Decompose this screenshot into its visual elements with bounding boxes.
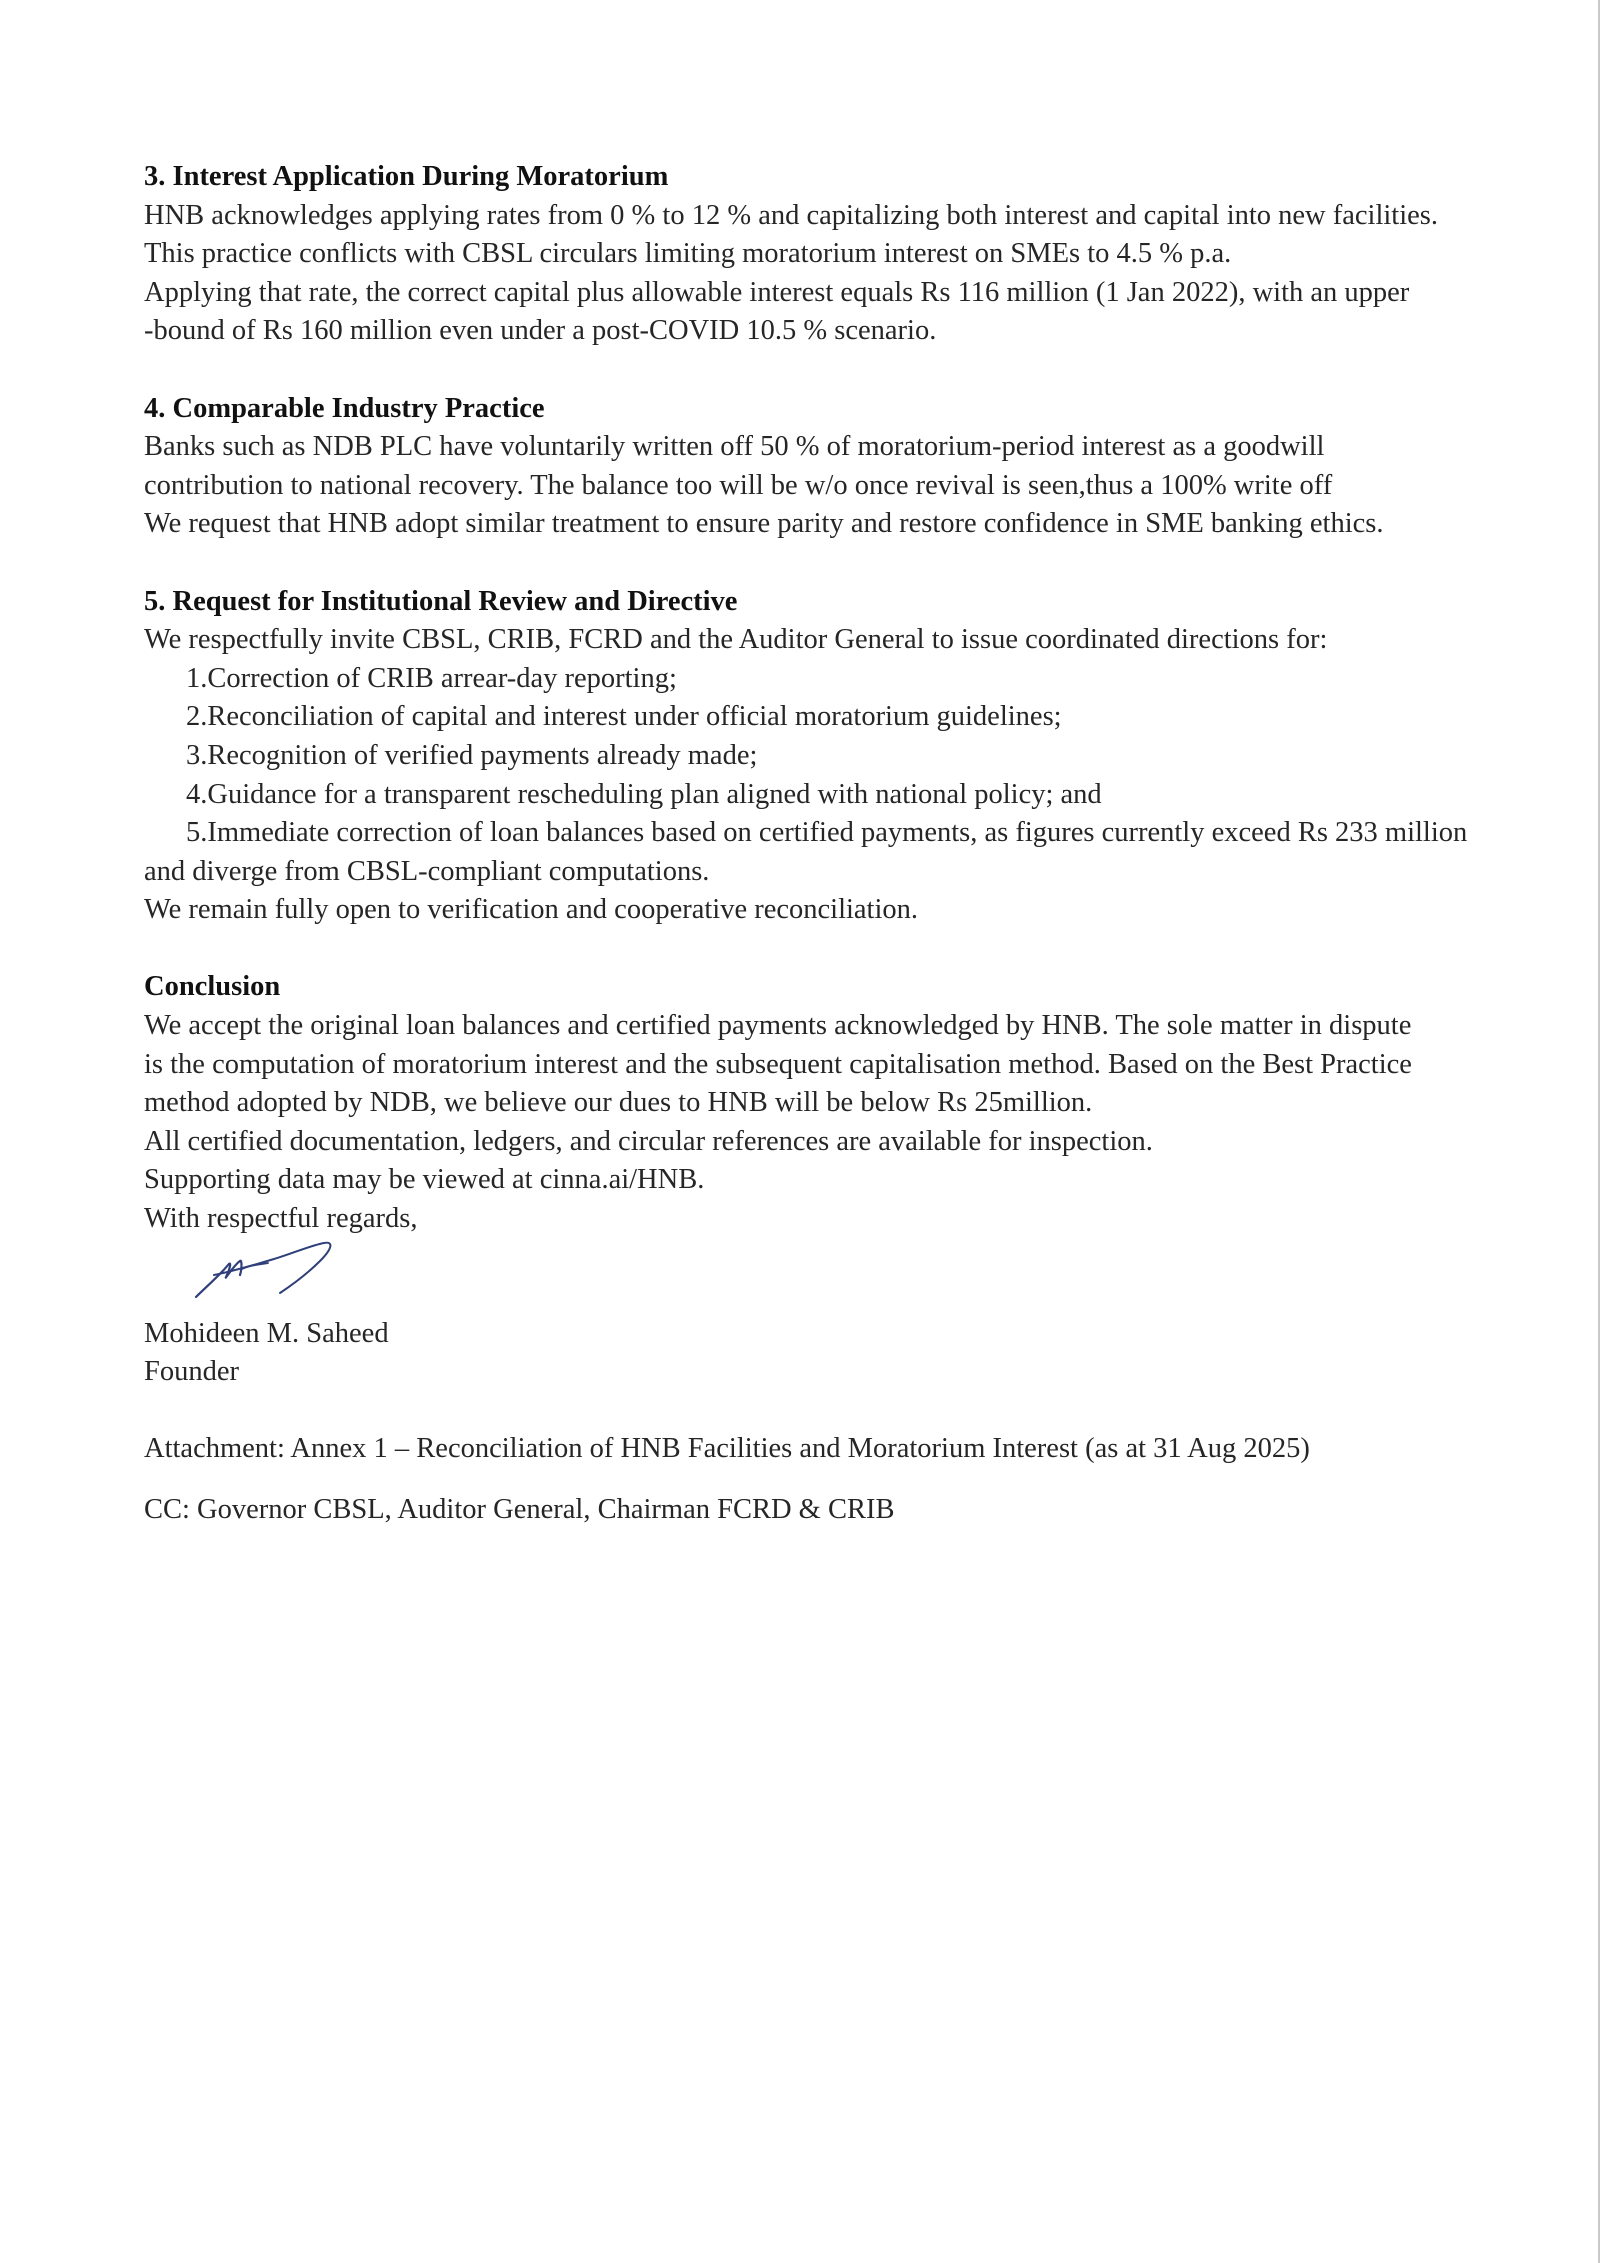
list-item: 4.Guidance for a transparent rescheduling plan aligned with national policy; and — [186, 778, 1102, 810]
paragraph-line: contribution to national recovery. The balance too will be w/o once revival is seen,thus a 100% write off — [144, 469, 1333, 501]
section-heading: 5. Request for Institutional Review and Directive — [144, 585, 738, 617]
paragraph-line: With respectful regards, — [144, 1203, 418, 1235]
section-institutional-review — [144, 583, 1584, 930]
paragraph-line: We respectfully invite CBSL, CRIB, FCRD and the Auditor General to issue coordinated directions for: — [144, 624, 1328, 656]
signatory-title: Founder — [144, 1356, 239, 1388]
paragraph-line: is the computation of moratorium interest and the subsequent capitalisation method. Based on the Best Practice — [144, 1048, 1412, 1080]
section-heading: Conclusion — [144, 971, 281, 1003]
handwritten-signature — [144, 1239, 1584, 1315]
paragraph-spacer — [144, 544, 1584, 583]
section-heading: 3. Interest Application During Moratorium — [144, 161, 669, 192]
paragraph-line: method adopted by NDB, we believe our dues to HNB will be below Rs 25million. — [144, 1087, 1093, 1119]
list-item: 3.Recognition of verified payments already made; — [186, 739, 758, 771]
section-heading: 4. Comparable Industry Practice — [144, 392, 545, 424]
letter-body — [144, 158, 1584, 1530]
paragraph-spacer — [144, 930, 1584, 969]
section-conclusion — [144, 968, 1584, 1238]
signatory-name: Mohideen M. Saheed — [144, 1317, 389, 1349]
paragraph-line: HNB acknowledges applying rates from 0 % to 12 % and capitalizing both interest and capital into new facilities. — [144, 199, 1439, 231]
list-item: 5.Immediate correction of loan balances based on certified payments, as figures currently exceed Rs 233 million — [186, 817, 1468, 849]
paragraph-line: Banks such as NDB PLC have voluntarily written off 50 % of moratorium-period interest as a goodwill — [144, 431, 1325, 463]
paragraph-line: We accept the original loan balances and certified payments acknowledged by HNB. The sole matter in dispute — [144, 1010, 1412, 1042]
section-industry-practice — [144, 390, 1584, 544]
paragraph-line: Supporting data may be viewed at cinna.ai/HNB. — [144, 1164, 705, 1196]
list-item: 2.Reconciliation of capital and interest under official moratorium guidelines; — [186, 701, 1062, 733]
paragraph-line: We remain fully open to verification and cooperative reconciliation. — [144, 894, 919, 926]
attachment-note: Attachment: Annex 1 – Reconciliation of HNB Facilities and Moratorium Interest (as at 31 Aug 2025) — [144, 1432, 1310, 1464]
paragraph-line: -bound of Rs 160 million even under a post-COVID 10.5 % scenario. — [144, 315, 937, 347]
paragraph-line: This practice conflicts with CBSL circulars limiting moratorium interest on SMEs to 4.5 % p.a. — [144, 238, 1232, 270]
signatory-block — [144, 1315, 1584, 1392]
paragraph-spacer — [144, 351, 1584, 390]
paragraph-line: All certified documentation, ledgers, and circular references are available for inspection. — [144, 1125, 1153, 1157]
signature-icon — [184, 1235, 404, 1315]
list-item: 1.Correction of CRIB arrear-day reporting; — [186, 662, 677, 694]
paragraph-line: Applying that rate, the correct capital plus allowable interest equals Rs 116 million (1 Jan 2022), with an upper — [144, 276, 1410, 308]
paragraph-line: and diverge from CBSL-compliant computations. — [144, 855, 710, 887]
cc-list: CC: Governor CBSL, Auditor General, Chairman FCRD & CRIB — [144, 1494, 895, 1526]
section-interest-application — [144, 158, 1584, 351]
paragraph-line: We request that HNB adopt similar treatment to ensure parity and restore confidence in SME banking ethics. — [144, 508, 1384, 540]
